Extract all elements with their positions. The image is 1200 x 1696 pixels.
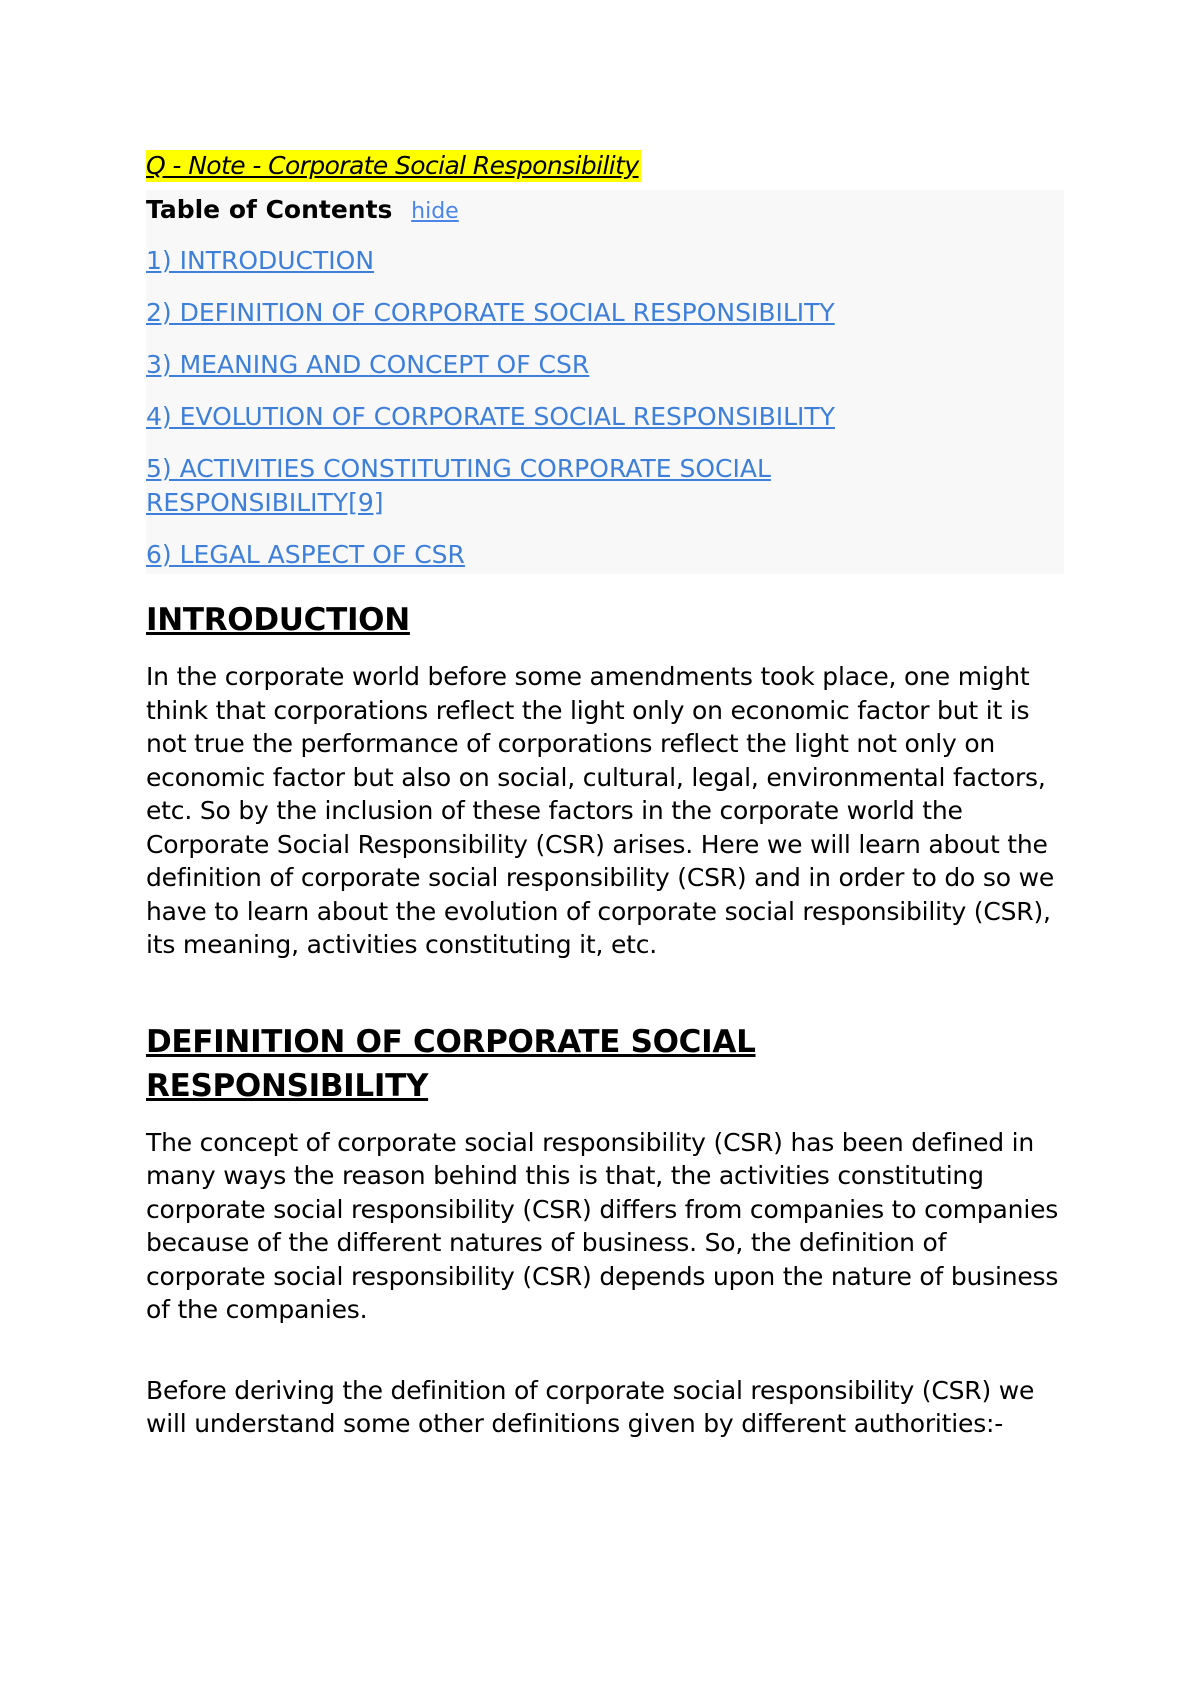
toc-link-definition[interactable]: 2) DEFINITION OF CORPORATE SOCIAL RESPONSIBILITY: [146, 298, 835, 327]
introduction-heading: INTRODUCTION: [146, 602, 410, 638]
introduction-paragraph: In the corporate world before some amendments took place, one might think that corporations reflect the light only on economic factor but it is not true the performance of corporations reflect the light not only on economic factor but also on social, cultural, legal, environmental factors, etc. So by the inclusion of these factors in the corporate world the Corporate Social Responsibility (CSR) arises. Here we will learn about the definition of corporate social responsibility (CSR) and in order to do so we have to learn about the evolution of corporate social responsibility (CSR), its meaning, activities constituting it, etc.: [146, 662, 1054, 959]
toc-item: [146, 400, 1064, 434]
toc-item: [146, 348, 1064, 382]
document-page: [146, 150, 1066, 1441]
toc-link-legal-aspect[interactable]: 6) LEGAL ASPECT OF CSR: [146, 540, 465, 569]
toc-link-meaning[interactable]: 3) MEANING AND CONCEPT OF CSR: [146, 350, 590, 379]
toc-link-introduction[interactable]: 1) INTRODUCTION: [146, 246, 375, 275]
toc-item: [146, 452, 1064, 520]
definition-paragraph-2: Before deriving the definition of corporate social responsibility (CSR) we will understand some other definitions given by different authorities:-: [146, 1375, 1035, 1438]
toc-item: [146, 296, 1064, 330]
table-of-contents: [146, 190, 1064, 574]
toc-hide-link[interactable]: hide: [411, 199, 459, 224]
toc-list: [146, 244, 1064, 572]
document-title: [146, 150, 1066, 182]
toc-header-label: Table of Contents: [146, 195, 393, 224]
toc-item: [146, 244, 1064, 278]
introduction-section: [146, 598, 1066, 962]
document-title-text: Q - Note - Corporate Social Responsibility: [146, 151, 639, 180]
definition-paragraph-1: The concept of corporate social responsibility (CSR) has been defined in many ways the reason behind this is that, the activities constituting corporate social responsibility (CSR) differs from companies to companies because of the different natures of business. So, the definition of corporate social responsibility (CSR) depends upon the nature of business of the companies.: [146, 1127, 1059, 1324]
toc-link-activities[interactable]: 5) ACTIVITIES CONSTITUTING CORPORATE SOCIAL RESPONSIBILITY[9]: [146, 454, 771, 517]
toc-header: [146, 192, 1064, 230]
toc-item: [146, 538, 1064, 572]
toc-link-evolution[interactable]: 4) EVOLUTION OF CORPORATE SOCIAL RESPONSIBILITY: [146, 402, 835, 431]
definition-section: [146, 1020, 1066, 1441]
definition-heading: DEFINITION OF CORPORATE SOCIAL RESPONSIBILITY: [146, 1023, 756, 1104]
